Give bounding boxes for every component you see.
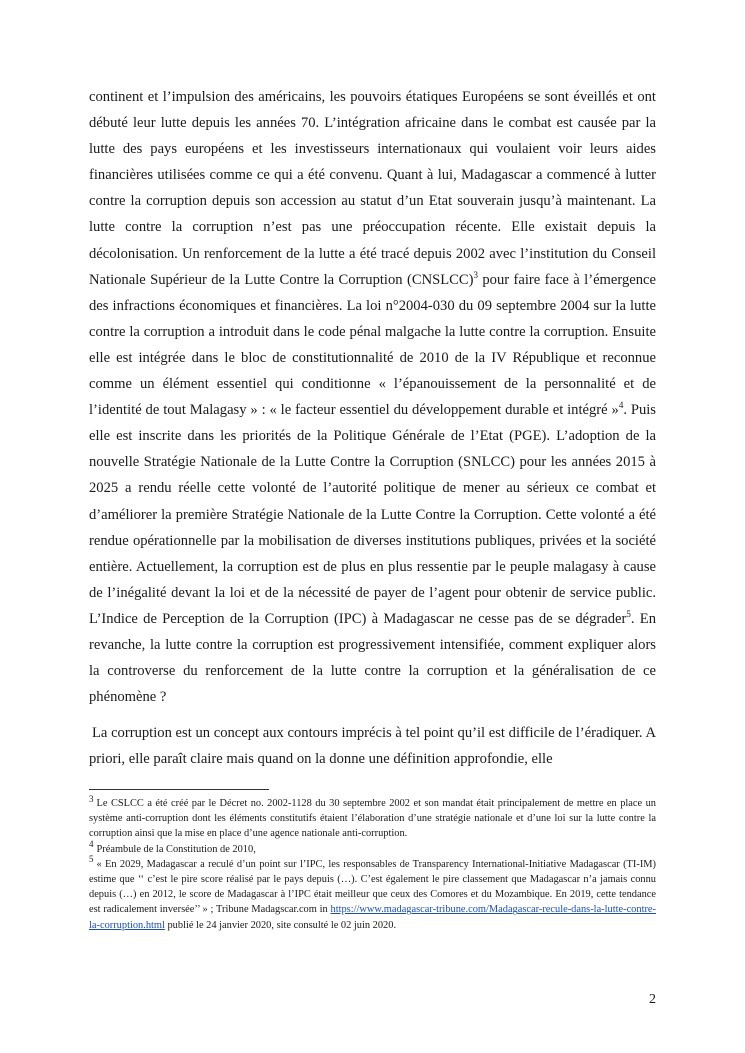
footnote-3 — [89, 793, 656, 842]
footnote-separator — [89, 789, 269, 790]
footnote-text: Préambule de la Constitution de 2010, — [96, 843, 256, 855]
footnote-ref-3[interactable]: 3 — [473, 269, 478, 280]
source-link[interactable]: https://www.madagascar-tribune.com/Madagascar-recule-dans-la-lutte-contre-la-corruption.html — [89, 904, 656, 931]
footnote-4 — [89, 839, 656, 857]
footnote-number: 4 — [89, 839, 94, 850]
paragraph-1 — [89, 84, 656, 710]
paragraph-1-part-1: continent et l’impulsion des américains, les pouvoirs étatiques Européens se sont éveillés et ont débuté leur lutte depuis les années 70. L’intégration africaine dans le combat est causée par la lutte des pays européens et les investisseurs internationaux qui voulaient voir leurs aides financières utilisées comme ce qui a été convenu. Quant à lui, Madagascar a commencé à lutter contre la corruption depuis son accession au statut d’un Etat souverain jusqu’à maintenant. La lutte contre la corruption n’est pas une préoccupation récente. Elle existait depuis la décolonisation. Un renforcement de la lutte a été tracé depuis 2002 avec l’institution du Conseil Nationale Supérieur de la Lutte Contre la Corruption (CNSLCC) — [89, 89, 656, 288]
paragraph-1-part-3: . Puis elle est inscrite dans les priorités de la Politique Générale de l’Etat (PGE). L’adoption de la nouvelle Stratégie Nationale de la Lutte Contre la Corruption (SNLCC) pour les années 2015 à 2025 a rendu réelle cette volonté de l’autorité politique de mener au sérieux ce combat et d’améliorer la première Stratégie Nationale de la Lutte Contre la Corruption. Cette volonté a été rendue opérationnelle par la mobilisation de diverses institutions publiques, privées et la société entière. Actuellement, la corruption est de plus en plus ressentie par le peuple malagasy à cause de l’inégalité devant la loi et de la nécessité de payer de l’agent pour obtenir de service public. L’Indice de Perception de la Corruption (IPC) à Madagascar ne cesse pas de se dégrader — [89, 402, 656, 627]
footnote-tail: publié le 24 janvier 2020, site consulté le 02 juin 2020. — [164, 919, 397, 931]
paragraph-1-part-4: . En revanche, la lutte contre la corruption est progressivement intensifiée, comment expliquer alors la controverse du renforcement de la lutte contre la corruption et la généralisation de ce phénomène ? — [89, 610, 656, 706]
body-text — [89, 84, 656, 772]
footnote-5 — [89, 854, 656, 933]
footnote-number: 5 — [89, 854, 94, 865]
paragraph-1-part-2: pour faire face à l’émergence des infractions économiques et financières. La loi n°2004-030 du 09 septembre 2004 sur la lutte contre la corruption a introduit dans le code pénal malgache la lutte contre la corruption. Ensuite elle est intégrée dans le bloc de constitutionnalité de 2010 de la IV République et reconnue comme un élément essentiel qui conditionne « l’épanouissement de la personnalité et de l’identité de tout Malagasy » : « le facteur essentiel du développement durable et intégré » — [89, 271, 656, 419]
footnote-text: « En 2029, Madagascar a reculé d’un point sur l’IPC, les responsables de Transparency International-Initiative Madagascar (TI-IM) estime que ‘‘ c’est le pire score réalisé par le pays depuis (…). C’est également le pire classement que Madagascar n’a jamais connu depuis (…) en 2012, le score de Madagascar à l’IPC était meilleur que ceux des Comores et du Mozambique. En 2019, cette tendance est radicalement inversée’’ » ; Tribune Madagscar.com in — [89, 858, 656, 916]
footnote-number: 3 — [89, 793, 94, 804]
page-number: 2 — [649, 992, 656, 1007]
footnote-ref-4[interactable]: 4 — [618, 400, 624, 411]
footnote-text: Le CSLCC a été créé par le Décret no. 2002-1128 du 30 septembre 2002 et son mandat était principalement de mettre en place un système anti-corruption dont les éléments constitutifs étaient l’élaboration d’une stratégie nationale et d’une loi sur la lutte contre la corruption ainsi que la mise en place d’une agence nationale anti-corruption. — [89, 798, 656, 840]
paragraph-2: La corruption est un concept aux contours imprécis à tel point qu’il est difficile de l’éradiquer. A priori, elle paraît claire mais quand on la donne une définition approfondie, elle — [89, 725, 656, 768]
footnote-ref-5[interactable]: 5 — [626, 609, 631, 620]
footnotes — [89, 793, 656, 933]
